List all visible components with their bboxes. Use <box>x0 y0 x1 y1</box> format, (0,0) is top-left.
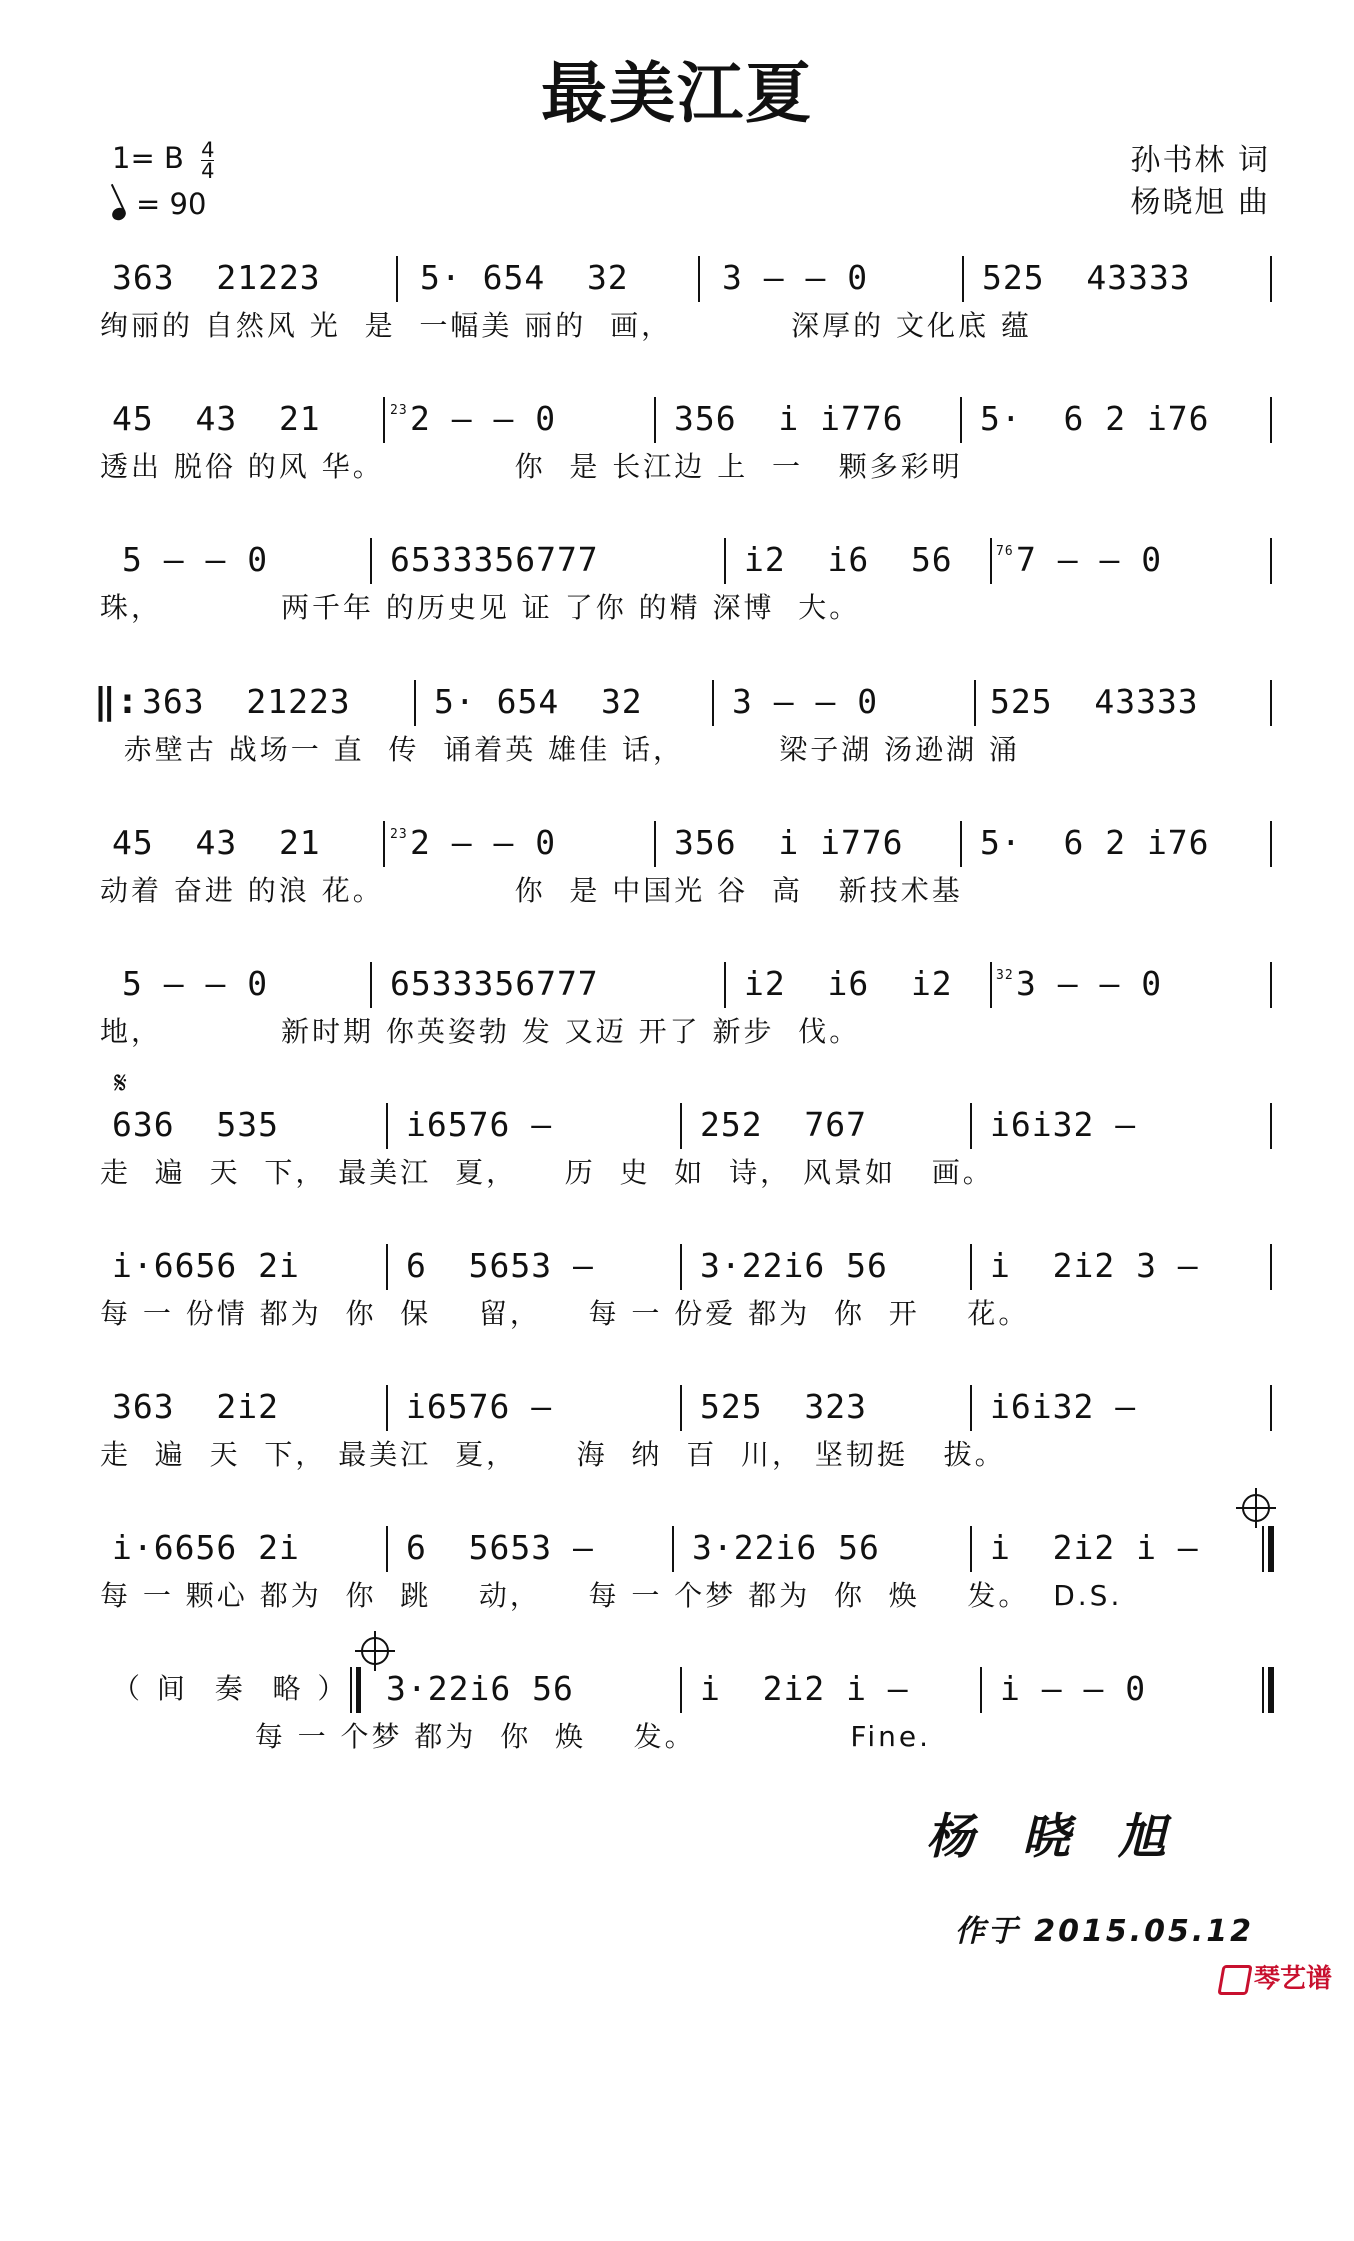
barline <box>654 821 656 867</box>
barline <box>672 1526 674 1572</box>
measure: 356 i i776 <box>674 399 904 438</box>
score-meta <box>112 135 214 227</box>
notation-line <box>100 1665 1275 1713</box>
measure: i·6656 2i <box>112 1246 300 1285</box>
barline <box>654 397 656 443</box>
barline <box>1270 397 1272 443</box>
measure: 5· 654 32 <box>420 258 629 297</box>
site-logo <box>1220 1958 1332 1995</box>
lyric-line: 动着 奋进 的浪 花。 你 是 中国光 谷 高 新技术基 <box>100 874 963 907</box>
measure: 525 43333 <box>982 258 1191 297</box>
measure: 252 767 <box>700 1105 867 1144</box>
lyric-line: 走 遍 天 下， 最美江 夏， 海 纳 百 川， 坚韧挺 拔。 <box>100 1438 1006 1471</box>
barline <box>680 1244 682 1290</box>
measure: 6533356777 <box>390 540 599 579</box>
measure: i6i32 — <box>990 1387 1137 1426</box>
lyric-line: 珠， 两千年 的历史见 证 了你 的精 深博 大。 <box>100 591 861 624</box>
measure: 45 43 21 <box>112 399 321 438</box>
barline <box>680 1667 682 1713</box>
measure: i2 i6 i2 <box>744 964 953 1003</box>
coda-icon <box>1242 1494 1270 1522</box>
lyric-line: 地， 新时期 你英姿勃 发 又迈 开了 新步 伐。 <box>100 1015 861 1048</box>
barline <box>980 1667 982 1713</box>
barline <box>1262 1526 1264 1572</box>
barline <box>724 962 726 1008</box>
notation-line <box>100 254 1275 302</box>
notation-line <box>100 1383 1275 1431</box>
measure: 525 43333 <box>990 682 1199 721</box>
measure: 5· 6 2 i76 <box>980 823 1210 862</box>
measure: i2 i6 56 <box>744 540 953 579</box>
credits <box>1130 140 1270 224</box>
barline <box>1270 538 1272 584</box>
measure: 3·22i6 56 <box>700 1246 888 1285</box>
barline <box>970 1385 972 1431</box>
double-barline <box>356 1667 361 1713</box>
barline <box>396 256 398 302</box>
measure: 3 — — 0 <box>732 682 879 721</box>
measure: i·6656 2i <box>112 1528 300 1567</box>
measure: 356 i i776 <box>674 823 904 862</box>
measure: 5 — — 0 <box>122 540 269 579</box>
barline <box>383 397 385 443</box>
barline <box>990 962 992 1008</box>
barline <box>386 1385 388 1431</box>
lyric-line: 每 一 份情 都为 你 保 留， 每 一 份爱 都为 你 开 花。 <box>100 1297 1030 1330</box>
barline <box>960 821 962 867</box>
time-denominator: 4 <box>201 158 215 183</box>
barline <box>386 1526 388 1572</box>
barline <box>1270 962 1272 1008</box>
barline <box>370 962 372 1008</box>
lyric-line: 走 遍 天 下， 最美江 夏， 历 史 如 诗， 风景如 画。 <box>100 1156 994 1189</box>
measure: 5· 654 32 <box>434 682 643 721</box>
barline <box>383 821 385 867</box>
measure: i 2i2 i — <box>990 1528 1199 1567</box>
barline <box>1270 1244 1272 1290</box>
measure: 363 21223 <box>112 258 321 297</box>
barline <box>1262 1667 1264 1713</box>
measure: 2 — — 0 <box>410 823 557 862</box>
composition-date: 作于 2015.05.12 <box>954 1914 1254 1949</box>
measure: 3 — — 0 <box>722 258 869 297</box>
segno-icon: 𝄋 <box>114 1066 127 1101</box>
measure: 5 — — 0 <box>122 964 269 1003</box>
score-title: 最美江夏 <box>541 55 813 132</box>
grace-notes: 76 <box>996 544 1014 559</box>
barline <box>724 538 726 584</box>
measure: i — — 0 <box>1000 1669 1147 1708</box>
time-numerator: 4 <box>201 137 215 162</box>
measure: 636 535 <box>112 1105 279 1144</box>
signature: 杨晓旭 <box>925 1809 1214 1865</box>
final-barline <box>1268 1526 1274 1572</box>
repeat-start-icon: ‖: <box>94 681 140 722</box>
notation-line <box>100 1524 1275 1572</box>
barline <box>1270 821 1272 867</box>
measure: 3·22i6 56 <box>692 1528 880 1567</box>
lyric-line: 透出 脱俗 的风 华。 你 是 长江边 上 一 颗多彩明 <box>100 450 963 483</box>
measure: i6i32 — <box>990 1105 1137 1144</box>
measure: 5· 6 2 i76 <box>980 399 1210 438</box>
barline <box>970 1526 972 1572</box>
notation-line <box>100 819 1275 867</box>
notation-line <box>100 1101 1275 1149</box>
measure: 363 21223 <box>142 682 351 721</box>
measure: 2 — — 0 <box>410 399 557 438</box>
barline <box>960 397 962 443</box>
measure: i6576 — <box>406 1105 553 1144</box>
notation-line <box>100 536 1275 584</box>
quarter-note-icon <box>110 206 128 223</box>
measure: 525 323 <box>700 1387 867 1426</box>
barline <box>414 680 416 726</box>
lyric-line: 赤壁古 战场一 直 传 诵着英 雄佳 话， 梁子湖 汤逊湖 涌 <box>100 733 1021 766</box>
logo-text: 琴艺谱 <box>1253 1964 1332 1994</box>
barline <box>386 1103 388 1149</box>
lyricist-credit: 孙书林 词 <box>1130 143 1270 178</box>
barline <box>962 256 964 302</box>
barline <box>350 1667 352 1713</box>
grace-notes: 23 <box>390 403 408 418</box>
measure: 6 5653 — <box>406 1246 594 1285</box>
barline <box>1270 1385 1272 1431</box>
composer-credit: 杨晓旭 曲 <box>1130 185 1270 220</box>
key-signature <box>112 135 214 181</box>
final-barline <box>1268 1667 1274 1713</box>
measure: 3·22i6 56 <box>386 1669 574 1708</box>
barline <box>974 680 976 726</box>
grace-notes: 23 <box>390 827 408 842</box>
measure: 6 5653 — <box>406 1528 594 1567</box>
measure: 3 — — 0 <box>1016 964 1163 1003</box>
barline <box>1270 256 1272 302</box>
coda-icon <box>361 1637 389 1665</box>
barline <box>698 256 700 302</box>
grace-notes: 32 <box>996 968 1014 983</box>
measure: 45 43 21 <box>112 823 321 862</box>
barline <box>680 1103 682 1149</box>
barline <box>990 538 992 584</box>
barline <box>712 680 714 726</box>
lyric-line: 每 一 个梦 都为 你 焕 发。 Fine. <box>100 1720 932 1753</box>
tempo-marking <box>112 181 214 227</box>
barline <box>970 1103 972 1149</box>
barline <box>1270 1103 1272 1149</box>
barline <box>970 1244 972 1290</box>
barline <box>370 538 372 584</box>
time-signature <box>201 137 215 183</box>
measure: 7 — — 0 <box>1016 540 1163 579</box>
lyric-line: 绚丽的 自然风 光 是 一幅美 丽的 画， 深厚的 文化底 蕴 <box>100 309 1032 342</box>
key-label: 1= B <box>112 141 184 175</box>
tempo-value: = 90 <box>136 187 207 221</box>
barline <box>1270 680 1272 726</box>
measure: i6576 — <box>406 1387 553 1426</box>
logo-icon <box>1217 1965 1252 1995</box>
barline <box>386 1244 388 1290</box>
interlude-note: （ 间 奏 略 ） <box>112 1672 350 1705</box>
notation-line <box>100 395 1275 443</box>
measure: i 2i2 i — <box>700 1669 909 1708</box>
measure: i 2i2 3 — <box>990 1246 1199 1285</box>
barline <box>680 1385 682 1431</box>
notation-line <box>100 1242 1275 1290</box>
lyric-line: 每 一 颗心 都为 你 跳 动， 每 一 个梦 都为 你 焕 发。 D.S. <box>100 1579 1123 1612</box>
notation-line <box>94 678 1275 726</box>
notation-line <box>100 960 1275 1008</box>
measure: 363 2i2 <box>112 1387 279 1426</box>
measure: 6533356777 <box>390 964 599 1003</box>
